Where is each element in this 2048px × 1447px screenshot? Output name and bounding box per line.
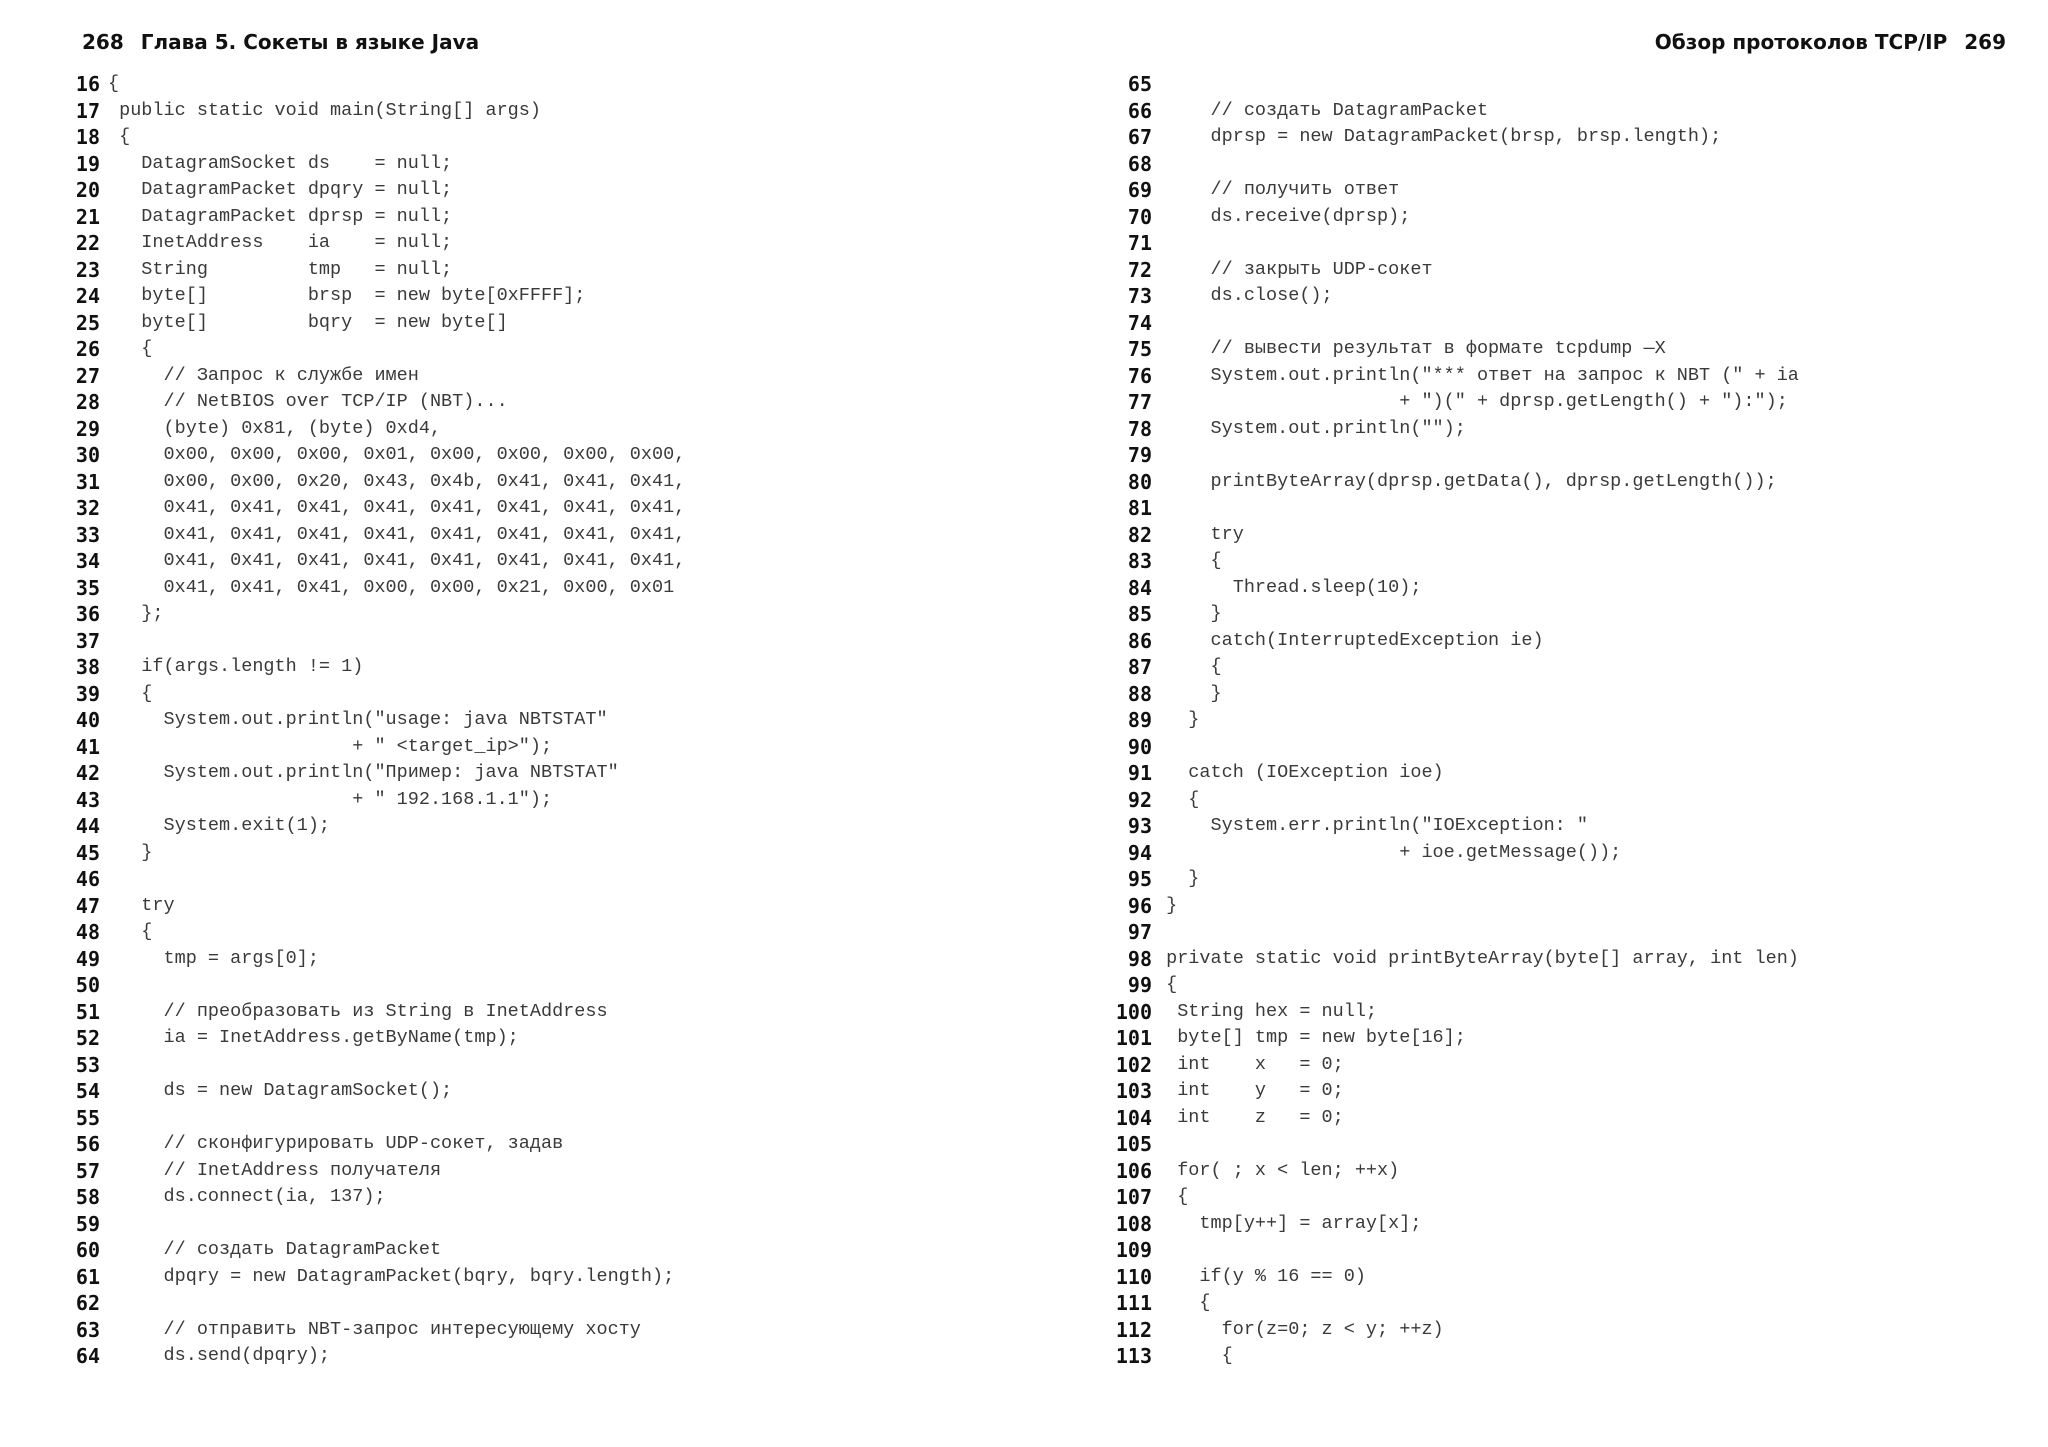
line-number: 33 (75, 522, 100, 547)
line-code: printByteArray(dprsp.getData(), dprsp.getLength()); (1155, 470, 1777, 492)
line-number: 98 (1127, 946, 1152, 971)
line-code: 0x00, 0x00, 0x20, 0x43, 0x4b, 0x41, 0x41, 0x41, (108, 470, 686, 492)
line-number: 96 (1127, 893, 1152, 918)
left-code-listing (0, 71, 1024, 1370)
code-line (0, 575, 1024, 602)
line-code: }; (108, 603, 164, 624)
code-line (1024, 363, 2048, 390)
line-number: 62 (75, 1291, 100, 1315)
line-number: 78 (1127, 416, 1152, 441)
line-code: Thread.sleep(10); (1155, 576, 1422, 598)
line-code: DatagramPacket dprsp = null; (108, 205, 453, 227)
line-number: 42 (75, 761, 100, 785)
line-number: 51 (75, 999, 100, 1024)
code-line (1024, 469, 2048, 496)
line-number: 106 (1115, 1158, 1152, 1183)
line-number: 46 (75, 867, 100, 891)
line-number: 84 (1127, 575, 1152, 600)
code-line (0, 522, 1024, 549)
line-number: 86 (1127, 628, 1152, 653)
line-number: 39 (75, 681, 100, 706)
line-code: byte[] bqry = new byte[] (108, 311, 508, 333)
code-line (0, 919, 1024, 946)
code-line (1024, 840, 2048, 867)
line-number: 90 (1127, 734, 1152, 759)
line-number: 100 (1115, 999, 1152, 1024)
right-page-number: 269 (1964, 30, 2006, 54)
line-number: 19 (75, 151, 100, 176)
line-number: 107 (1115, 1185, 1152, 1209)
line-number: 66 (1127, 98, 1152, 123)
line-code: } (1155, 682, 1222, 704)
line-number: 55 (75, 1105, 100, 1130)
line-code: // получить ответ (1155, 179, 1400, 200)
line-code: 0x41, 0x41, 0x41, 0x41, 0x41, 0x41, 0x41, 0x41, (108, 497, 686, 518)
line-number: 18 (75, 125, 100, 149)
line-number: 105 (1115, 1132, 1152, 1156)
line-code: // сконфигурировать UDP-сокет, задав (108, 1133, 564, 1154)
line-code: { (108, 73, 120, 94)
code-line (1024, 71, 2048, 98)
code-line (0, 1025, 1024, 1052)
code-line (0, 1105, 1024, 1132)
code-line (1024, 1264, 2048, 1291)
line-code: catch(InterruptedException ie) (1155, 629, 1544, 651)
code-line (0, 98, 1024, 125)
code-line (1024, 1343, 2048, 1370)
line-number: 104 (1115, 1105, 1152, 1130)
line-number: 59 (75, 1211, 100, 1236)
line-code: + " 192.168.1.1"); (108, 788, 553, 810)
code-line (1024, 813, 2048, 840)
code-line (0, 548, 1024, 575)
code-line (1024, 681, 2048, 708)
line-code: { (1155, 1345, 1233, 1366)
code-line (0, 760, 1024, 787)
code-line (0, 1264, 1024, 1291)
line-number: 92 (1127, 787, 1152, 812)
line-code: } (1155, 709, 1200, 730)
code-line (0, 601, 1024, 628)
code-line (1024, 495, 2048, 522)
code-line (0, 389, 1024, 416)
line-number: 63 (75, 1317, 100, 1342)
line-number: 102 (1115, 1052, 1152, 1077)
code-line (1024, 230, 2048, 257)
line-number: 65 (1127, 72, 1152, 96)
line-code: public static void main(String[] args) (108, 99, 541, 121)
code-line (0, 1078, 1024, 1105)
line-number: 60 (75, 1238, 100, 1262)
code-line (0, 866, 1024, 893)
line-code: } (1155, 868, 1200, 889)
line-number: 93 (1127, 814, 1152, 838)
line-number: 97 (1127, 920, 1152, 944)
code-line (0, 787, 1024, 814)
line-number: 23 (75, 257, 100, 282)
line-number: 95 (1127, 867, 1152, 891)
code-line (1024, 654, 2048, 681)
code-line (1024, 283, 2048, 310)
line-number: 34 (75, 549, 100, 573)
line-number: 72 (1127, 257, 1152, 282)
line-number: 75 (1127, 337, 1152, 361)
line-number: 26 (75, 337, 100, 361)
line-code: { (1155, 1292, 1211, 1313)
line-code: // Запрос к службе имен (108, 364, 419, 386)
code-line (0, 707, 1024, 734)
line-number: 52 (75, 1026, 100, 1050)
line-code: System.out.println("Пример: java NBTSTAT" (108, 762, 619, 783)
line-number: 76 (1127, 363, 1152, 388)
line-code: + " <target_ip>"); (108, 735, 553, 757)
code-line (0, 469, 1024, 496)
code-line (1024, 946, 2048, 973)
line-number: 57 (75, 1158, 100, 1183)
line-number: 64 (75, 1344, 100, 1368)
line-number: 24 (75, 284, 100, 308)
line-number: 27 (75, 363, 100, 388)
left-running-head: Глава 5. Сокеты в языке Java (140, 30, 480, 54)
code-line (0, 204, 1024, 231)
line-number: 37 (75, 628, 100, 653)
code-line (1024, 124, 2048, 151)
line-code: 0x00, 0x00, 0x00, 0x01, 0x00, 0x00, 0x00, 0x00, (108, 444, 686, 465)
line-number: 109 (1115, 1238, 1152, 1262)
line-number: 61 (75, 1264, 100, 1289)
line-number: 36 (75, 602, 100, 626)
code-line (1024, 442, 2048, 469)
code-line (0, 257, 1024, 284)
right-page (1024, 0, 2048, 1447)
line-number: 112 (1115, 1317, 1152, 1342)
code-line (1024, 548, 2048, 575)
line-code: ds.close(); (1155, 285, 1333, 306)
line-number: 88 (1127, 681, 1152, 706)
code-line (0, 654, 1024, 681)
line-code: try (108, 894, 175, 916)
line-code: System.exit(1); (108, 815, 331, 836)
line-code: catch (IOException ioe) (1155, 762, 1444, 783)
line-code: tmp = args[0]; (108, 947, 319, 969)
code-line (0, 310, 1024, 337)
line-code: } (108, 841, 153, 863)
code-line (0, 999, 1024, 1026)
line-code: try (1155, 523, 1244, 545)
line-code: tmp[y++] = array[x]; (1155, 1212, 1422, 1234)
line-code: { (108, 338, 153, 359)
line-code: + ")(" + dprsp.getLength() + "):"); (1155, 391, 1788, 412)
line-number: 30 (75, 443, 100, 467)
code-line (1024, 1317, 2048, 1344)
line-number: 41 (75, 734, 100, 759)
line-code: System.out.println("usage: java NBTSTAT" (108, 709, 608, 730)
line-number: 85 (1127, 602, 1152, 626)
code-line (1024, 1105, 2048, 1132)
code-line (0, 283, 1024, 310)
code-line (0, 893, 1024, 920)
line-code: DatagramPacket dpqry = null; (108, 179, 453, 200)
line-number: 81 (1127, 496, 1152, 520)
line-code: 0x41, 0x41, 0x41, 0x41, 0x41, 0x41, 0x41, 0x41, (108, 523, 686, 545)
line-number: 77 (1127, 390, 1152, 414)
line-number: 20 (75, 178, 100, 202)
code-line (0, 1290, 1024, 1317)
line-code: // NetBIOS over TCP/IP (NBT)... (108, 391, 508, 412)
line-code: } (1155, 894, 1178, 916)
code-line (1024, 336, 2048, 363)
code-line (1024, 151, 2048, 178)
line-number: 48 (75, 920, 100, 944)
code-line (0, 1131, 1024, 1158)
line-code: { (1155, 1186, 1189, 1207)
line-number: 32 (75, 496, 100, 520)
line-number: 71 (1127, 231, 1152, 255)
line-number: 53 (75, 1052, 100, 1077)
line-code: (byte) 0x81, (byte) 0xd4, (108, 417, 442, 439)
line-code: { (108, 921, 153, 942)
line-number: 50 (75, 973, 100, 997)
code-line (1024, 1131, 2048, 1158)
code-line (1024, 787, 2048, 814)
code-line (0, 813, 1024, 840)
line-number: 67 (1127, 125, 1152, 149)
line-code: ds.connect(ia, 137); (108, 1186, 386, 1207)
code-line (0, 734, 1024, 761)
code-line (0, 972, 1024, 999)
line-code: byte[] tmp = new byte[16]; (1155, 1027, 1466, 1048)
code-line (0, 840, 1024, 867)
line-number: 58 (75, 1185, 100, 1209)
code-line (1024, 257, 2048, 284)
line-number: 110 (1115, 1264, 1152, 1289)
line-code: if(y % 16 == 0) (1155, 1265, 1366, 1287)
line-number: 56 (75, 1132, 100, 1156)
line-code: int z = 0; (1155, 1106, 1344, 1128)
line-code: { (1155, 656, 1222, 677)
code-line (1024, 1237, 2048, 1264)
code-line (0, 363, 1024, 390)
line-code: dpqry = new DatagramPacket(bqry, bqry.length); (108, 1265, 675, 1287)
line-number: 21 (75, 204, 100, 229)
line-code: // вывести результат в формате tcpdump —X (1155, 338, 1666, 359)
right-running-head: Обзор протоколов TCP/IP (1654, 30, 1948, 54)
line-number: 113 (1115, 1344, 1152, 1368)
code-line (0, 336, 1024, 363)
line-code: { (1155, 550, 1222, 571)
code-line (1024, 177, 2048, 204)
line-number: 99 (1127, 973, 1152, 997)
code-line (1024, 1052, 2048, 1079)
line-code: for( ; x < len; ++x) (1155, 1159, 1400, 1181)
code-line (1024, 1025, 2048, 1052)
line-code: + ioe.getMessage()); (1155, 841, 1622, 863)
line-number: 79 (1127, 443, 1152, 467)
right-code-listing (1024, 71, 2048, 1370)
code-line (0, 1317, 1024, 1344)
line-number: 70 (1127, 204, 1152, 229)
code-line (0, 1184, 1024, 1211)
line-code: // создать DatagramPacket (1155, 99, 1489, 121)
line-code: ds = new DatagramSocket(); (108, 1080, 453, 1101)
line-number: 47 (75, 893, 100, 918)
line-code: // создать DatagramPacket (108, 1239, 442, 1260)
line-number: 29 (75, 416, 100, 441)
code-line (1024, 1078, 2048, 1105)
code-line (1024, 734, 2048, 761)
code-line (1024, 1184, 2048, 1211)
line-code: { (1155, 974, 1178, 995)
line-number: 83 (1127, 549, 1152, 573)
line-code: } (1155, 603, 1222, 624)
code-line (1024, 1290, 2048, 1317)
code-line (1024, 1158, 2048, 1185)
line-code: // InetAddress получателя (108, 1159, 442, 1181)
line-code: // преобразовать из String в InetAddress (108, 1000, 608, 1022)
line-number: 43 (75, 787, 100, 812)
line-number: 103 (1115, 1079, 1152, 1103)
left-page-number: 268 (82, 30, 124, 54)
code-line (1024, 628, 2048, 655)
line-code: private static void printByteArray(byte[] array, int len) (1155, 947, 1799, 969)
line-number: 73 (1127, 284, 1152, 308)
code-line (1024, 999, 2048, 1026)
code-line (1024, 760, 2048, 787)
line-number: 16 (75, 72, 100, 96)
line-number: 54 (75, 1079, 100, 1103)
line-code: { (1155, 788, 1200, 810)
line-number: 94 (1127, 840, 1152, 865)
line-code: InetAddress ia = null; (108, 232, 453, 253)
code-line (1024, 389, 2048, 416)
code-line (0, 416, 1024, 443)
line-number: 89 (1127, 708, 1152, 732)
line-number: 49 (75, 946, 100, 971)
line-code: if(args.length != 1) (108, 656, 364, 677)
code-line (0, 495, 1024, 522)
line-number: 101 (1115, 1026, 1152, 1050)
line-number: 35 (75, 575, 100, 600)
code-line (1024, 1211, 2048, 1238)
line-code: System.out.println("*** ответ на запрос к NBT (" + ia (1155, 364, 1799, 386)
code-line (1024, 893, 2048, 920)
line-number: 108 (1115, 1211, 1152, 1236)
line-code: int y = 0; (1155, 1080, 1344, 1101)
line-code: 0x41, 0x41, 0x41, 0x41, 0x41, 0x41, 0x41, 0x41, (108, 550, 686, 571)
line-number: 69 (1127, 178, 1152, 202)
code-line (1024, 310, 2048, 337)
code-line (0, 1237, 1024, 1264)
code-line (1024, 416, 2048, 443)
code-line (1024, 707, 2048, 734)
code-line (1024, 972, 2048, 999)
line-code: dprsp = new DatagramPacket(brsp, brsp.length); (1155, 126, 1722, 147)
code-line (0, 681, 1024, 708)
line-code: 0x41, 0x41, 0x41, 0x00, 0x00, 0x21, 0x00, 0x01 (108, 576, 675, 598)
code-line (0, 71, 1024, 98)
line-number: 25 (75, 310, 100, 335)
line-number: 45 (75, 840, 100, 865)
line-code: // отправить NBT-запрос интересующему хосту (108, 1318, 641, 1340)
line-number: 22 (75, 231, 100, 255)
line-number: 74 (1127, 310, 1152, 335)
right-running-header (1655, 30, 2016, 54)
line-number: 38 (75, 655, 100, 679)
line-number: 82 (1127, 522, 1152, 547)
code-line (0, 1158, 1024, 1185)
code-line (0, 1052, 1024, 1079)
code-line (1024, 522, 2048, 549)
code-line (0, 628, 1024, 655)
code-line (0, 177, 1024, 204)
code-line (0, 1211, 1024, 1238)
code-line (1024, 866, 2048, 893)
line-number: 44 (75, 814, 100, 838)
code-line (0, 946, 1024, 973)
line-code: String hex = null; (1155, 1000, 1378, 1022)
code-line (0, 124, 1024, 151)
line-code: DatagramSocket ds = null; (108, 152, 453, 174)
code-line (1024, 601, 2048, 628)
line-number: 87 (1127, 655, 1152, 679)
code-line (0, 230, 1024, 257)
line-code: int x = 0; (1155, 1053, 1344, 1075)
code-line (1024, 204, 2048, 231)
code-line (0, 151, 1024, 178)
line-code: ds.receive(dprsp); (1155, 205, 1411, 227)
line-code: System.err.println("IOException: " (1155, 815, 1588, 836)
line-number: 91 (1127, 761, 1152, 785)
line-code: byte[] brsp = new byte[0xFFFF]; (108, 285, 586, 306)
code-line (1024, 919, 2048, 946)
code-line (0, 1343, 1024, 1370)
line-number: 40 (75, 708, 100, 732)
line-number: 68 (1127, 151, 1152, 176)
line-code: { (108, 682, 153, 704)
left-running-header (72, 30, 479, 54)
line-number: 31 (75, 469, 100, 494)
line-code: ds.send(dpqry); (108, 1345, 331, 1366)
line-number: 80 (1127, 469, 1152, 494)
code-line (1024, 98, 2048, 125)
line-number: 17 (75, 98, 100, 123)
line-number: 28 (75, 390, 100, 414)
code-line (1024, 575, 2048, 602)
line-code: String tmp = null; (108, 258, 453, 280)
line-code: ia = InetAddress.getByName(tmp); (108, 1027, 519, 1048)
code-line (0, 442, 1024, 469)
line-code: System.out.println(""); (1155, 417, 1466, 439)
line-code: // закрыть UDP-сокет (1155, 258, 1433, 280)
line-code: for(z=0; z < y; ++z) (1155, 1318, 1444, 1340)
line-number: 111 (1115, 1291, 1152, 1315)
line-code: { (108, 126, 131, 147)
